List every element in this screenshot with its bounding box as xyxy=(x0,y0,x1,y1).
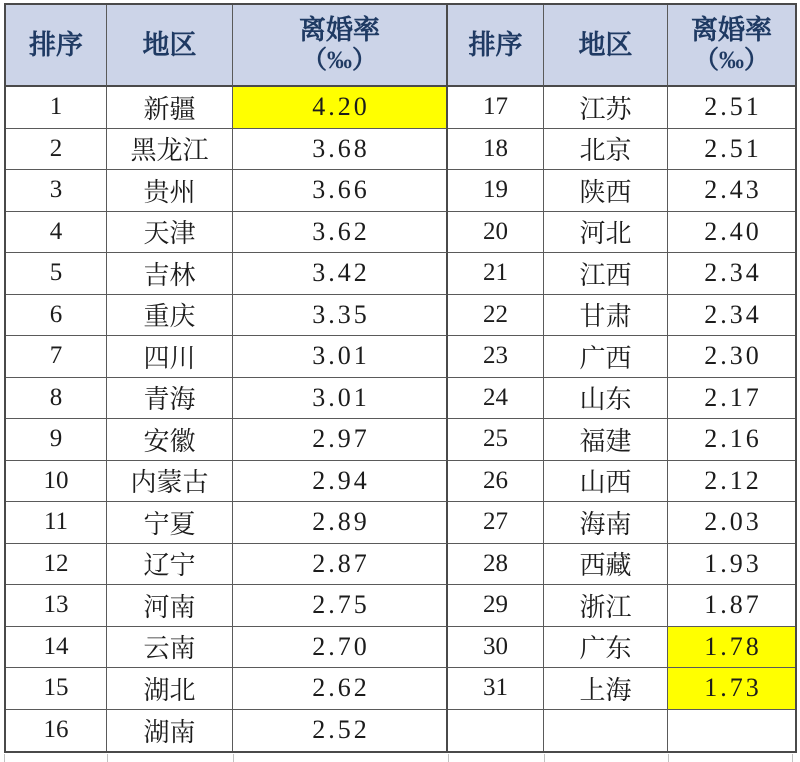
rank-cell: 23 xyxy=(448,336,544,378)
region-cell: 黑龙江 xyxy=(107,129,233,171)
region-cell: 浙江 xyxy=(544,585,668,627)
region-cell: 福建 xyxy=(544,419,668,461)
rank-cell: 29 xyxy=(448,585,544,627)
region-cell: 重庆 xyxy=(107,295,233,337)
rank-cell: 17 xyxy=(448,87,544,129)
header-rate-right-line2: （‰） xyxy=(693,47,769,75)
rank-cell: 3 xyxy=(6,170,107,212)
region-cell: 天津 xyxy=(107,212,233,254)
rank-cell: 30 xyxy=(448,627,544,669)
rank-cell: 5 xyxy=(6,253,107,295)
rate-cell: 1.93 xyxy=(668,544,795,586)
rank-cell: 2 xyxy=(6,129,107,171)
rank-cell: 15 xyxy=(6,668,107,710)
rate-cell: 2.34 xyxy=(668,295,795,337)
region-cell: 西藏 xyxy=(544,544,668,586)
rank-cell: 19 xyxy=(448,170,544,212)
rate-cell: 1.73 xyxy=(668,668,795,710)
cutoff-cell-stub xyxy=(668,754,793,762)
region-cell: 贵州 xyxy=(107,170,233,212)
cutoff-cell-stub xyxy=(107,754,233,762)
rank-cell: 24 xyxy=(448,378,544,420)
rank-cell: 16 xyxy=(6,710,107,752)
rate-cell: 2.17 xyxy=(668,378,795,420)
rate-cell: 2.70 xyxy=(233,627,448,669)
rate-cell: 2.43 xyxy=(668,170,795,212)
rank-cell: 13 xyxy=(6,585,107,627)
rate-cell: 3.66 xyxy=(233,170,448,212)
rank-cell: 27 xyxy=(448,502,544,544)
rank-cell: 11 xyxy=(6,502,107,544)
rate-cell: 2.75 xyxy=(233,585,448,627)
region-cell: 上海 xyxy=(544,668,668,710)
rate-cell: 3.62 xyxy=(233,212,448,254)
rate-cell: 2.94 xyxy=(233,461,448,503)
region-cell: 湖南 xyxy=(107,710,233,752)
rate-cell: 2.52 xyxy=(233,710,448,752)
rank-cell: 6 xyxy=(6,295,107,337)
region-cell: 广西 xyxy=(544,336,668,378)
region-cell: 山西 xyxy=(544,461,668,503)
region-cell xyxy=(544,710,668,752)
cutoff-next-row xyxy=(4,754,793,762)
rate-cell: 3.01 xyxy=(233,378,448,420)
rank-cell: 18 xyxy=(448,129,544,171)
rank-cell: 8 xyxy=(6,378,107,420)
rate-cell: 2.62 xyxy=(233,668,448,710)
rate-cell: 3.35 xyxy=(233,295,448,337)
region-cell: 海南 xyxy=(544,502,668,544)
rate-cell: 2.87 xyxy=(233,544,448,586)
rank-cell: 20 xyxy=(448,212,544,254)
cutoff-cell-stub xyxy=(233,754,448,762)
cutoff-cell-stub xyxy=(448,754,544,762)
region-cell: 北京 xyxy=(544,129,668,171)
rank-cell: 25 xyxy=(448,419,544,461)
region-cell: 陕西 xyxy=(544,170,668,212)
rate-cell: 4.20 xyxy=(233,87,448,129)
region-cell: 四川 xyxy=(107,336,233,378)
header-rank-left xyxy=(6,5,107,87)
region-cell: 辽宁 xyxy=(107,544,233,586)
region-cell: 河南 xyxy=(107,585,233,627)
region-cell: 宁夏 xyxy=(107,502,233,544)
rank-cell: 31 xyxy=(448,668,544,710)
rank-cell: 12 xyxy=(6,544,107,586)
rank-cell xyxy=(448,710,544,752)
rate-cell: 3.01 xyxy=(233,336,448,378)
rate-cell: 2.30 xyxy=(668,336,795,378)
header-rate-left xyxy=(233,5,448,87)
region-cell: 内蒙古 xyxy=(107,461,233,503)
header-rate-right-line1: 离婚率 xyxy=(691,14,772,45)
header-rank-right xyxy=(448,5,544,87)
rate-cell: 1.87 xyxy=(668,585,795,627)
rank-cell: 4 xyxy=(6,212,107,254)
header-rank-right-label: 排序 xyxy=(468,29,523,60)
region-cell: 山东 xyxy=(544,378,668,420)
rank-cell: 22 xyxy=(448,295,544,337)
rate-cell: 2.34 xyxy=(668,253,795,295)
region-cell: 甘肃 xyxy=(544,295,668,337)
region-cell: 河北 xyxy=(544,212,668,254)
region-cell: 广东 xyxy=(544,627,668,669)
header-rank-left-label: 排序 xyxy=(29,29,83,60)
header-region-left xyxy=(107,5,233,87)
rank-cell: 28 xyxy=(448,544,544,586)
rate-cell: 2.51 xyxy=(668,87,795,129)
cutoff-cell-stub xyxy=(4,754,107,762)
header-region-left-label: 地区 xyxy=(142,29,197,60)
header-rate-left-line2: （‰） xyxy=(301,47,377,75)
region-cell: 江西 xyxy=(544,253,668,295)
region-cell: 云南 xyxy=(107,627,233,669)
rate-cell: 2.97 xyxy=(233,419,448,461)
rank-cell: 26 xyxy=(448,461,544,503)
region-cell: 安徽 xyxy=(107,419,233,461)
rank-cell: 1 xyxy=(6,87,107,129)
cutoff-cell-stub xyxy=(544,754,668,762)
rate-cell: 3.68 xyxy=(233,129,448,171)
rank-cell: 21 xyxy=(448,253,544,295)
rate-cell: 2.89 xyxy=(233,502,448,544)
rate-cell: 2.40 xyxy=(668,212,795,254)
rate-cell: 2.16 xyxy=(668,419,795,461)
rate-cell xyxy=(668,710,795,752)
header-region-right xyxy=(544,5,668,87)
rank-cell: 9 xyxy=(6,419,107,461)
rate-cell: 2.12 xyxy=(668,461,795,503)
header-region-right-label: 地区 xyxy=(578,29,633,60)
header-rate-right xyxy=(668,5,795,87)
rate-cell: 2.51 xyxy=(668,129,795,171)
rate-cell: 3.42 xyxy=(233,253,448,295)
divorce-rate-table xyxy=(4,3,797,753)
region-cell: 湖北 xyxy=(107,668,233,710)
region-cell: 江苏 xyxy=(544,87,668,129)
region-cell: 吉林 xyxy=(107,253,233,295)
region-cell: 新疆 xyxy=(107,87,233,129)
header-rate-left-line1: 离婚率 xyxy=(299,14,380,45)
rate-cell: 1.78 xyxy=(668,627,795,669)
region-cell: 青海 xyxy=(107,378,233,420)
rate-cell: 2.03 xyxy=(668,502,795,544)
rank-cell: 10 xyxy=(6,461,107,503)
rank-cell: 7 xyxy=(6,336,107,378)
rank-cell: 14 xyxy=(6,627,107,669)
